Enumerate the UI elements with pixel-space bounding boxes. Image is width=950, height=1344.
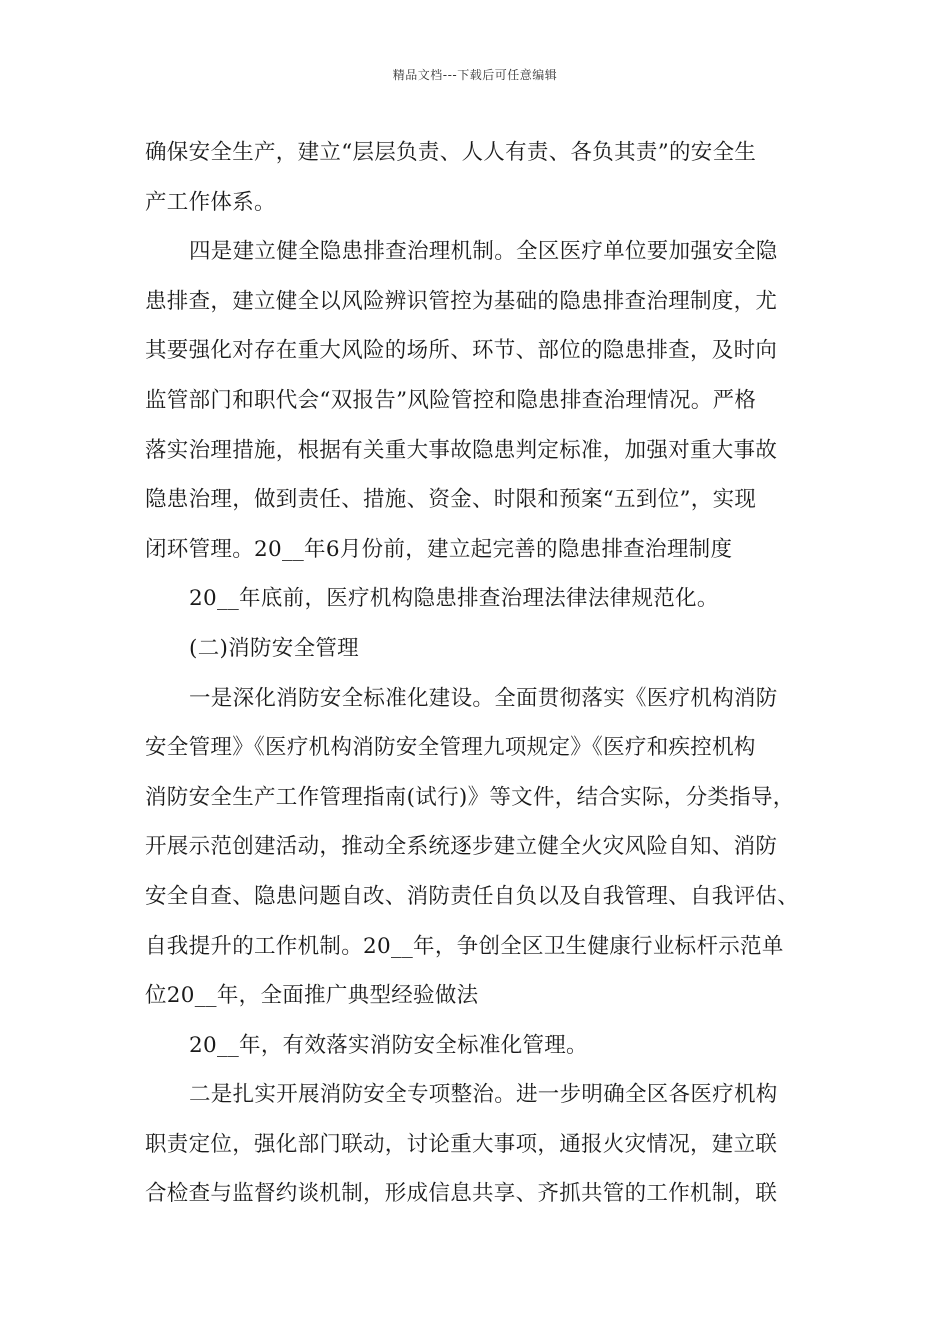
text-line: 隐患治理，做到责任、措施、资金、时限和预案“五到位”，实现 <box>145 487 757 513</box>
text-line: 20__年底前，医疗机构隐患排查治理法律法律规范化。 <box>189 586 719 612</box>
text-line: 确保安全生产，建立“层层负责、人人有责、各负其责”的安全生 <box>145 140 757 165</box>
text-line: 监管部门和职代会“双报告”风险管控和隐患排查治理情况。严格 <box>145 387 757 413</box>
text-line: 四是建立健全隐患排查治理机制。全区医疗单位要加强安全隐 <box>189 239 778 265</box>
text-line: (二)消防安全管理 <box>189 635 359 661</box>
text-line: 消防安全生产工作管理指南(试行)》等文件，结合实际，分类指导， <box>145 784 795 810</box>
text-line: 自我提升的工作机制。20__年，争创全区卫生健康行业标杆示范单 <box>145 933 784 959</box>
text-line: 患排查，建立健全以风险辨识管控为基础的隐患排查治理制度，尤 <box>145 288 778 314</box>
text-line: 二是扎实开展消防安全专项整治。进一步明确全区各医疗机构 <box>189 1082 778 1108</box>
document-body <box>145 128 825 1219</box>
text-line: 落实治理措施，根据有关重大事故隐患判定标准，加强对重大事故 <box>145 437 778 463</box>
page-header: 精品文档---下载后可任意编辑 <box>392 68 558 82</box>
text-line: 合检查与监督约谈机制，形成信息共享、齐抓共管的工作机制，联 <box>145 1181 778 1207</box>
text-line: 职责定位，强化部门联动，讨论重大事项，通报火灾情况，建立联 <box>145 1131 778 1157</box>
text-line: 闭环管理。20__年6月份前，建立起完善的隐患排查治理制度 <box>145 536 733 562</box>
text-line: 安全管理》《医疗机构消防安全管理九项规定》《医疗和疾控机构 <box>145 735 756 761</box>
text-line: 20__年，有效落实消防安全标准化管理。 <box>189 1032 588 1058</box>
text-line: 其要强化对存在重大风险的场所、环节、部位的隐患排查，及时向 <box>145 338 778 364</box>
text-line: 一是深化消防安全标准化建设。全面贯彻落实《医疗机构消防 <box>189 685 778 711</box>
text-line: 开展示范创建活动，推动全系统逐步建立健全火灾风险自知、消防 <box>145 834 778 860</box>
text-line: 安全自查、隐患问题自改、消防责任自负以及自我管理、自我评估、 <box>145 883 800 909</box>
text-line: 位20__年，全面推广典型经验做法 <box>145 983 479 1009</box>
text-line: 产工作体系。 <box>145 189 276 215</box>
